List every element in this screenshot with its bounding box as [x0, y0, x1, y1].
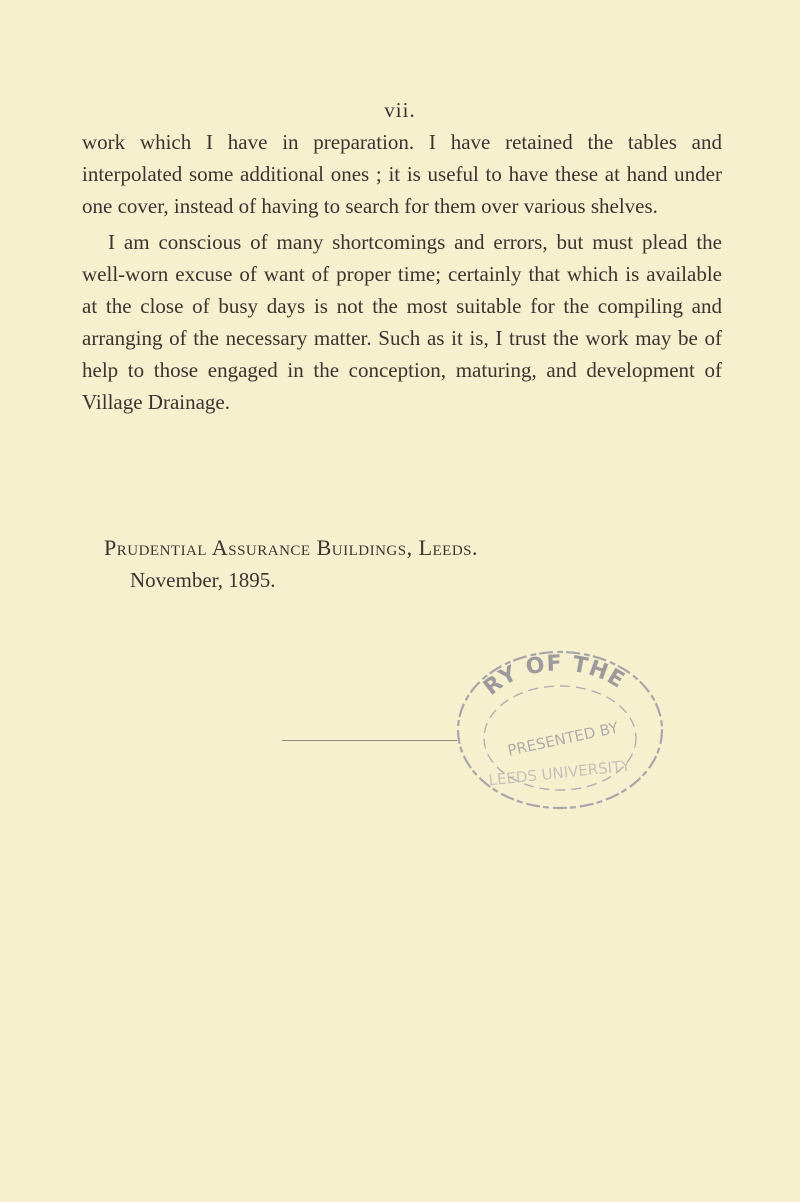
signature-place: Prudential Assurance Buildings, Leeds. — [104, 535, 479, 560]
page-number: vii. — [384, 98, 416, 122]
body-text — [82, 126, 722, 422]
paragraph-2: I am conscious of many shortcomings and errors, but must plead the well-worn excuse of want of proper time; certainly that which is available at the close of busy days is not the most suitable for the compiling and arranging of the necessary matter. Such as it is, I trust the work may be of help to those engaged in the conception, maturing, and development of Village Drainage. — [82, 230, 722, 414]
signature-date: November, 1895. — [130, 568, 276, 592]
stamp-rule — [282, 740, 457, 741]
signature-block — [104, 532, 478, 596]
library-stamp-icon — [442, 638, 672, 816]
stamp-text-top: RY OF THE — [479, 651, 630, 701]
stamp-text-middle: PRESENTED BY — [505, 718, 620, 760]
library-stamp — [442, 638, 672, 816]
stamp-text-lower: LEEDS UNIVERSITY — [487, 756, 632, 790]
paragraph-1: work which I have in preparation. I have retained the tables and interpolated some additional ones ; it is useful to have these at hand under one cover, instead of having to search for them over various shelves. — [82, 130, 722, 218]
